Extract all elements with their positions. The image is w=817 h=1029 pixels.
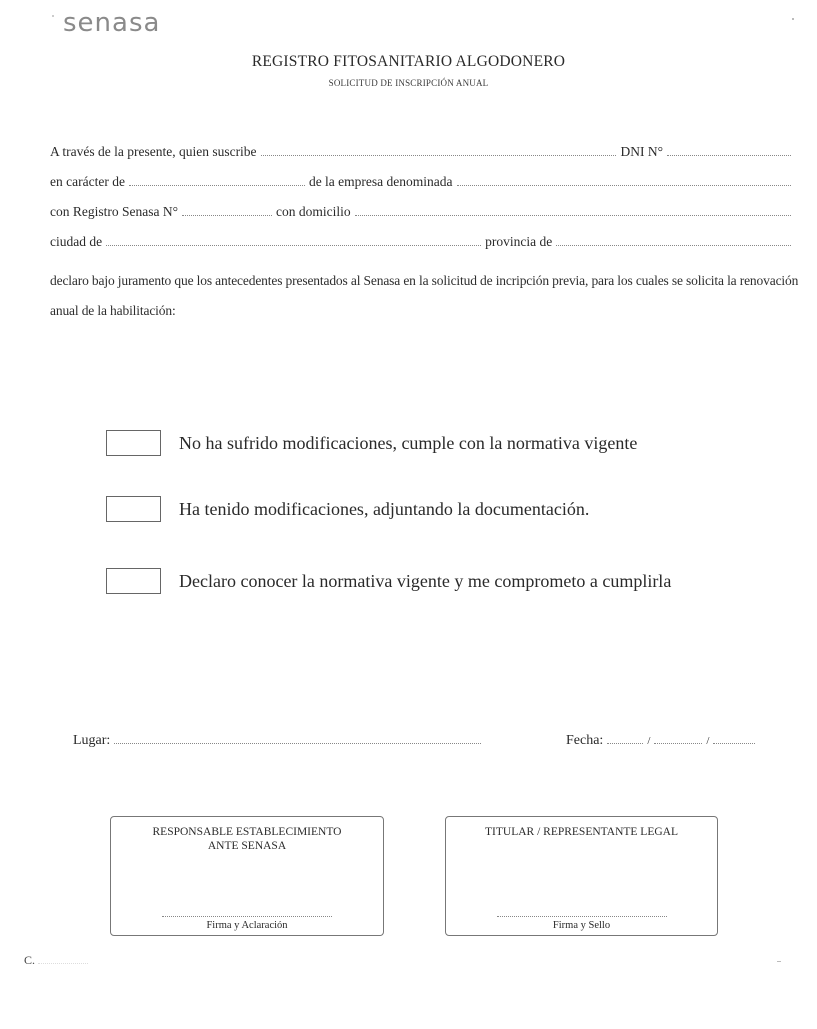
option-no-modifications[interactable] <box>106 430 637 456</box>
signature-title <box>446 825 717 839</box>
fecha-day-field[interactable] <box>607 731 643 744</box>
option-label: No ha sufrido modificaciones, cumple con la normativa vigente <box>179 432 638 453</box>
ciudad-label: ciudad de <box>50 234 103 249</box>
domicilio-label: con domicilio <box>276 204 351 219</box>
checkbox[interactable] <box>106 430 161 456</box>
registro-label: con Registro Senasa N° <box>50 204 178 219</box>
dni-field[interactable] <box>667 142 791 156</box>
fecha-label: Fecha: <box>566 733 604 748</box>
lugar-line <box>73 731 485 749</box>
senasa-logo: senasa <box>63 8 161 38</box>
signature-field[interactable] <box>497 916 667 917</box>
name-field[interactable] <box>261 142 617 156</box>
signature-title-line1: TITULAR / REPRESENTANTE LEGAL <box>485 826 678 838</box>
empresa-field[interactable] <box>457 172 791 186</box>
date-separator: / <box>706 735 710 747</box>
ciudad-field[interactable] <box>106 232 481 246</box>
option-label: Declaro conocer la normativa vigente y me comprometo a cumplirla <box>179 570 672 591</box>
option-modifications[interactable] <box>106 496 589 522</box>
lugar-label: Lugar: <box>73 733 111 748</box>
date-separator: / <box>647 735 651 747</box>
signature-title-line1: RESPONSABLE ESTABLECIMIENTO <box>152 826 342 838</box>
form-title: REGISTRO FITOSANITARIO ALGODONERO <box>251 53 566 70</box>
provincia-field[interactable] <box>556 232 791 246</box>
signature-title <box>111 825 383 853</box>
empresa-label: de la empresa denominada <box>308 174 453 189</box>
domicilio-field[interactable] <box>355 202 791 216</box>
signature-caption: Firma y Sello <box>552 920 611 931</box>
signature-caption: Firma y Aclaración <box>206 920 288 931</box>
option-label: Ha tenido modificaciones, adjuntando la documentación. <box>179 498 590 519</box>
signature-box-responsable <box>110 816 384 936</box>
fecha-year-field[interactable] <box>713 731 755 744</box>
fecha-line <box>566 731 759 749</box>
fecha-month-field[interactable] <box>654 731 702 744</box>
checkbox[interactable] <box>106 568 161 594</box>
scan-artifact-dot <box>52 15 54 17</box>
dni-label: DNI N° <box>620 144 663 159</box>
checkbox[interactable] <box>106 496 161 522</box>
signature-title-line2: ANTE SENASA <box>207 840 287 852</box>
page-code: C. <box>24 953 36 967</box>
option-commitment[interactable] <box>106 568 671 594</box>
form-line-registro <box>50 202 795 222</box>
signature-field[interactable] <box>162 916 332 917</box>
provincia-label: provincia de <box>485 234 553 249</box>
caracter-label: en carácter de <box>50 174 125 189</box>
signature-box-titular <box>445 816 718 936</box>
form-line-suscribe <box>50 142 795 162</box>
scan-artifact-line <box>38 963 88 964</box>
form-line-caracter <box>50 172 795 192</box>
suscribe-label: A través de la presente, quien suscribe <box>50 144 257 159</box>
registro-field[interactable] <box>182 202 272 216</box>
lugar-field[interactable] <box>114 731 481 744</box>
form-line-ciudad <box>50 232 795 252</box>
scan-artifact-dot <box>777 961 781 962</box>
caracter-field[interactable] <box>129 172 305 186</box>
form-subtitle: SOLICITUD DE INSCRIPCIÓN ANUAL <box>328 78 489 88</box>
declaration-text: declaro bajo juramento que los antecedentes presentados al Senasa en la solicitud de incripción previa, para los cuales se solicita la renovación anual de la habilitación: <box>50 273 799 318</box>
scan-artifact-dot <box>792 18 794 20</box>
